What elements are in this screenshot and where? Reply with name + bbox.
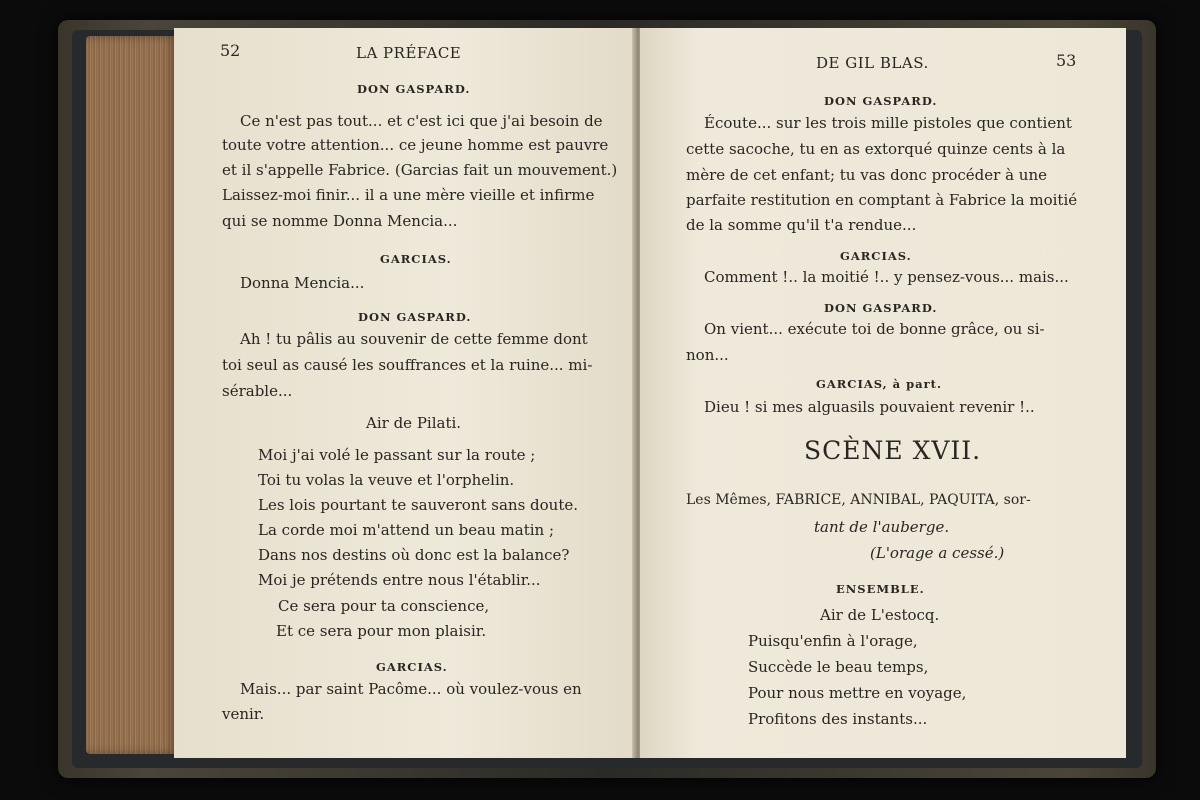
- right-page: [640, 28, 1126, 758]
- verse-line: Moi j'ai volé le passant sur la route ;: [258, 446, 536, 464]
- running-head: LA PRÉFACE: [356, 44, 462, 62]
- text-line: toi seul as causé les souffrances et la ruine... mi-: [222, 356, 593, 374]
- verse-line: Les lois pourtant te sauveront sans doute.: [258, 496, 579, 514]
- scene-title: SCÈNE XVII.: [804, 436, 982, 465]
- verse-line: Moi je prétends entre nous l'établir...: [258, 571, 541, 589]
- text-line: Laissez-moi finir... il a une mère vieille et infirme: [222, 186, 595, 204]
- air-title: Air de L'estocq.: [820, 606, 940, 624]
- text-line: Comment !.. la moitié !.. y pensez-vous... mais...: [704, 268, 1069, 286]
- text-line: cette sacoche, tu en as extorqué quinze cents à la: [686, 140, 1066, 158]
- verse-line: Et ce sera pour mon plaisir.: [276, 622, 487, 640]
- left-page: [174, 28, 636, 758]
- speaker-label: ENSEMBLE.: [836, 582, 925, 596]
- speaker-label: GARCIAS.: [380, 252, 452, 266]
- text-line: Écoute... sur les trois mille pistoles que contient: [704, 114, 1072, 132]
- text-line: sérable...: [222, 382, 293, 400]
- text-line: non...: [686, 346, 729, 364]
- stage-direction: tant de l'auberge.: [814, 518, 950, 536]
- air-title: Air de Pilati.: [366, 414, 462, 432]
- text-line: Ce n'est pas tout... et c'est ici que j'ai besoin de: [240, 112, 603, 130]
- verse-line: La corde moi m'attend un beau matin ;: [258, 521, 555, 539]
- speaker-label: DON GASPARD.: [824, 94, 938, 108]
- text-line: Donna Mencia...: [240, 274, 365, 292]
- speaker-label: GARCIAS.: [376, 660, 448, 674]
- page-number: 53: [1056, 51, 1077, 70]
- text-line: de la somme qu'il t'a rendue...: [686, 216, 917, 234]
- running-head: DE GIL BLAS.: [816, 54, 929, 72]
- text-line: Ah ! tu pâlis au souvenir de cette femme dont: [240, 330, 588, 348]
- text-line: Mais... par saint Pacôme... où voulez-vous en: [240, 680, 582, 698]
- text-line: venir.: [222, 705, 265, 723]
- stage-direction: (L'orage a cessé.): [870, 544, 1005, 562]
- text-line: On vient... exécute toi de bonne grâce, ou si-: [704, 320, 1045, 338]
- text-line: qui se nomme Donna Mencia...: [222, 212, 458, 230]
- verse-line: Ce sera pour ta conscience,: [278, 597, 490, 615]
- text-line: Les Mêmes, FABRICE, ANNIBAL, PAQUITA, sor-: [686, 492, 1031, 508]
- text-line: parfaite restitution en comptant à Fabrice la moitié: [686, 191, 1078, 209]
- speaker-label: DON GASPARD.: [357, 82, 471, 96]
- verse-line: Pour nous mettre en voyage,: [748, 684, 967, 702]
- verse-line: Succède le beau temps,: [748, 658, 929, 676]
- verse-line: Dans nos destins où donc est la balance?: [258, 546, 570, 564]
- verse-line: Profitons des instants...: [748, 710, 928, 728]
- verse-line: Toi tu volas la veuve et l'orphelin.: [258, 471, 515, 489]
- page-number: 52: [220, 41, 241, 60]
- text-line: et il s'appelle Fabrice. (Garcias fait un mouvement.): [222, 161, 618, 179]
- page-block-edge: [86, 36, 178, 754]
- text-line: toute votre attention... ce jeune homme est pauvre: [222, 136, 609, 154]
- text-line: mère de cet enfant; tu vas donc procéder à une: [686, 166, 1047, 184]
- speaker-label: GARCIAS.: [840, 249, 912, 263]
- verse-line: Puisqu'enfin à l'orage,: [748, 632, 918, 650]
- speaker-label: GARCIAS, à part.: [816, 377, 942, 391]
- text-line: Dieu ! si mes alguasils pouvaient revenir !..: [704, 398, 1035, 416]
- speaker-label: DON GASPARD.: [358, 310, 472, 324]
- speaker-label: DON GASPARD.: [824, 301, 938, 315]
